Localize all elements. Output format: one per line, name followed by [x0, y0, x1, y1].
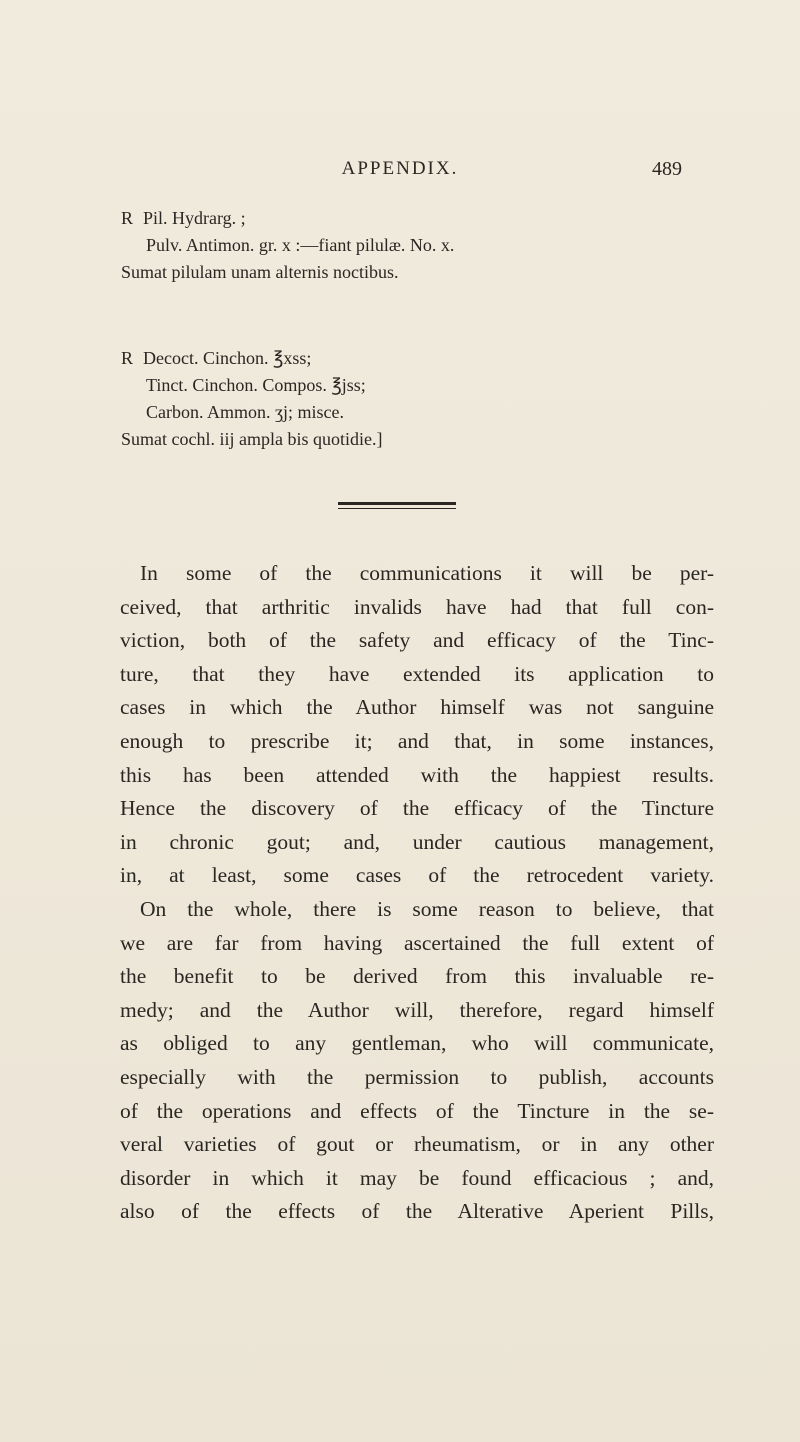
- text-line: of the operations and effects of the Tincture in the se-: [120, 1098, 714, 1123]
- text-line: we are far from having ascertained the full extent of: [120, 930, 714, 955]
- prescription-line: Sumat pilulam unam alternis noctibus.: [121, 262, 399, 282]
- text-line: the benefit to be derived from this invaluable re-: [120, 964, 714, 989]
- text-line: ceived, that arthritic invalids have had that full con-: [120, 594, 714, 619]
- recipe-symbol: R: [121, 208, 134, 228]
- text-line: veral varieties of gout or rheumatism, or in any other: [120, 1132, 714, 1157]
- text-line: enough to prescribe it; and that, in some instances,: [120, 728, 714, 753]
- prescription-pills: [121, 205, 721, 286]
- prescription-line: [121, 345, 721, 372]
- prescription-line: Pulv. Antimon. gr. x :—fiant pilulæ. No. x.: [146, 235, 455, 255]
- running-head: APPENDIX.: [341, 158, 459, 179]
- text-line: in, at least, some cases of the retrocedent variety.: [120, 863, 714, 888]
- body-paragraphs: [120, 557, 714, 1229]
- prescription-line: [121, 205, 721, 232]
- text-line: especially with the permission to publish, accounts: [120, 1064, 714, 1089]
- text-line: as obliged to any gentleman, who will communicate,: [120, 1031, 714, 1056]
- text-line: this has been attended with the happiest results.: [120, 762, 714, 787]
- text-line: viction, both of the safety and efficacy of the Tinc-: [120, 628, 714, 653]
- text-line: ture, that they have extended its application to: [120, 661, 714, 686]
- prescription-line: Sumat cochl. iij ampla bis quotidie.]: [121, 429, 383, 449]
- prescription-line: Tinct. Cinchon. Compos. ℥jss;: [146, 375, 366, 395]
- prescription-decoction: [121, 345, 721, 453]
- text-line: In some of the communications it will be per-: [140, 561, 714, 585]
- text-line: Hence the discovery of the efficacy of the Tincture: [120, 796, 714, 821]
- text-line: also of the effects of the Alterative Aperient Pills,: [120, 1199, 714, 1224]
- text-line: medy; and the Author will, therefore, regard himself: [120, 997, 714, 1022]
- text-line: disorder in which it may be found efficacious ; and,: [120, 1165, 714, 1190]
- section-divider: [338, 502, 456, 509]
- text-line: cases in which the Author himself was not sanguine: [120, 695, 714, 720]
- text-line: in chronic gout; and, under cautious management,: [120, 829, 714, 854]
- text-line: On the whole, there is some reason to believe, that: [140, 896, 714, 921]
- prescription-text: Pil. Hydrarg. ;: [143, 208, 246, 228]
- prescription-text: Decoct. Cinchon. ℥xss;: [143, 348, 312, 368]
- recipe-symbol: R: [121, 348, 134, 368]
- page-header: [60, 158, 740, 188]
- prescription-line: Carbon. Ammon. ʒj; misce.: [146, 402, 344, 422]
- page-number: 489: [652, 158, 682, 180]
